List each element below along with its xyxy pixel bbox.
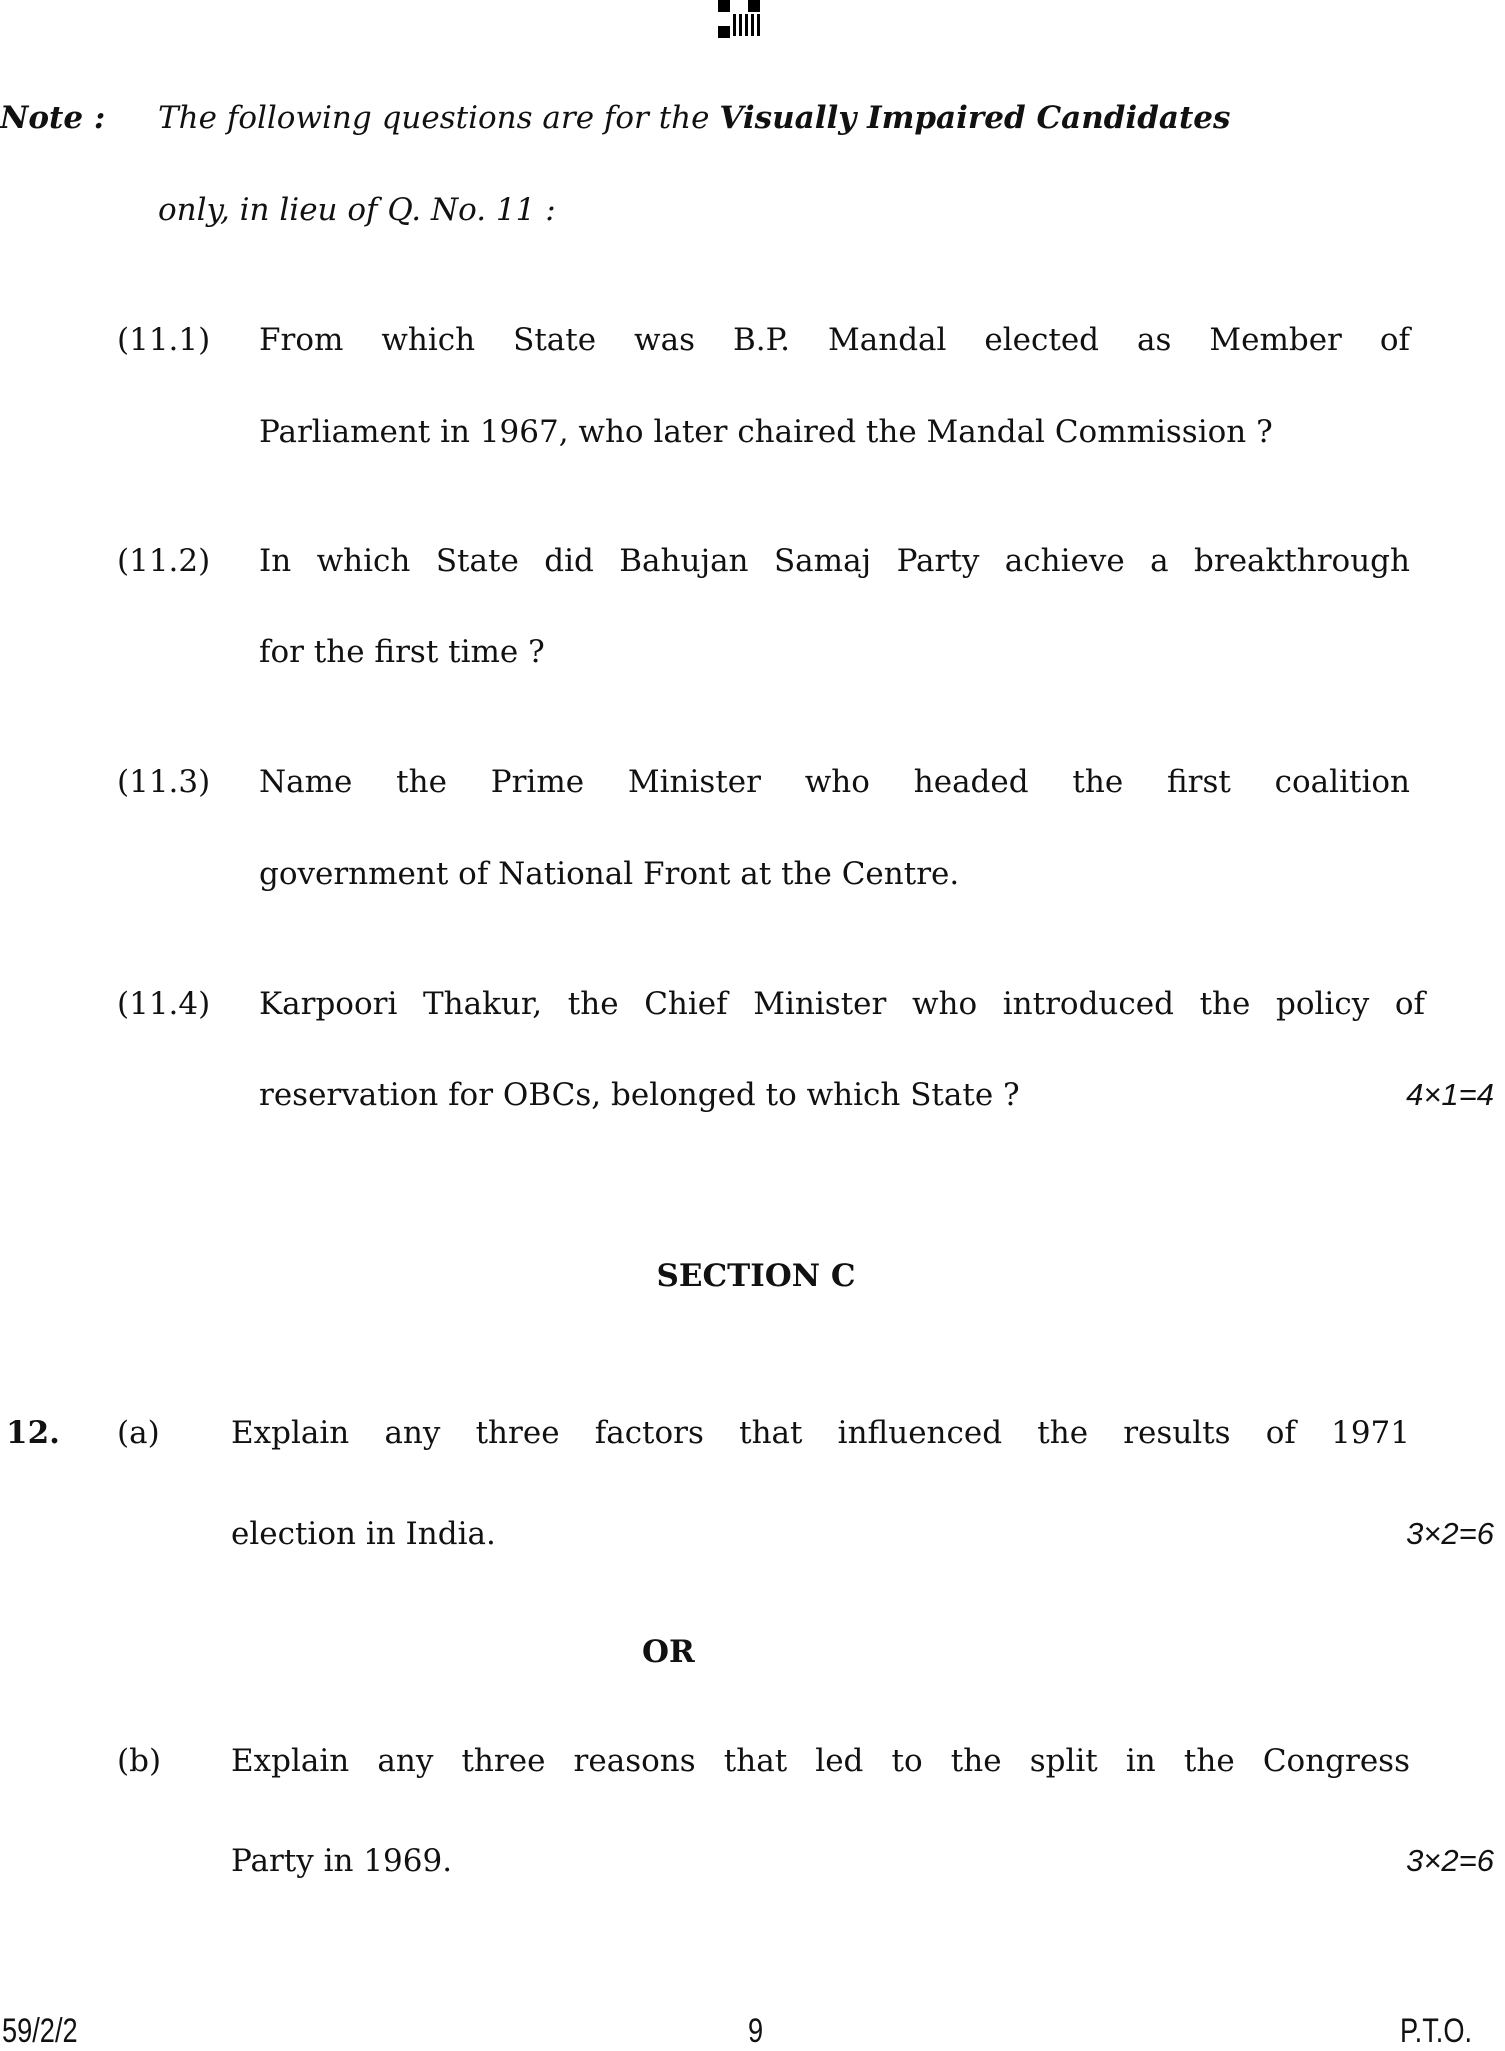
question-text: Karpoori Thakur, the Chief Minister who introduced the policy of [259,986,1425,1022]
qr-code [718,0,762,38]
question-text: reservation for OBCs, belonged to which State ? [259,1077,1020,1113]
question-number: (11.1) [117,322,211,358]
question-text: Explain any three factors that influenced the results of 1971 [231,1415,1410,1451]
question-number: (11.3) [117,764,211,800]
question-number: (11.4) [117,986,211,1022]
marks: 3×2=6 [1406,1843,1494,1878]
marks: 3×2=6 [1406,1516,1494,1551]
question-text: Party in 1969. [231,1843,453,1879]
question-text: Explain any three reasons that led to the split in the Congress [231,1743,1410,1779]
question-text: government of National Front at the Centre. [259,856,960,892]
or-divider: OR [642,1634,695,1670]
question-text: Name the Prime Minister who headed the first coalition [259,764,1410,800]
question-number: 12. [6,1415,60,1451]
question-text: for the first time ? [259,634,545,670]
option-label: (a) [117,1415,160,1451]
question-number: (11.2) [117,543,211,579]
note-label: Note : [0,100,106,136]
marks: 4×1=4 [1406,1077,1494,1112]
note-line2: only, in lieu of Q. No. 11 : [158,192,556,228]
note-text-bold: Visually Impaired Candidates [719,100,1231,136]
question-text: In which State did Bahujan Samaj Party achieve a breakthrough [259,543,1410,579]
note-text [158,100,1410,136]
pto-label: P.T.O. [1400,2012,1473,2050]
option-label: (b) [117,1743,162,1779]
page-number: 9 [748,2012,764,2050]
question-text: From which State was B.P. Mandal elected as Member of [259,322,1410,358]
note-text-pre: The following questions are for the [158,100,710,136]
question-text: election in India. [231,1516,496,1552]
question-text: Parliament in 1967, who later chaired the Mandal Commission ? [259,414,1273,450]
section-heading: SECTION C [656,1258,856,1294]
paper-code: 59/2/2 [2,2012,78,2050]
